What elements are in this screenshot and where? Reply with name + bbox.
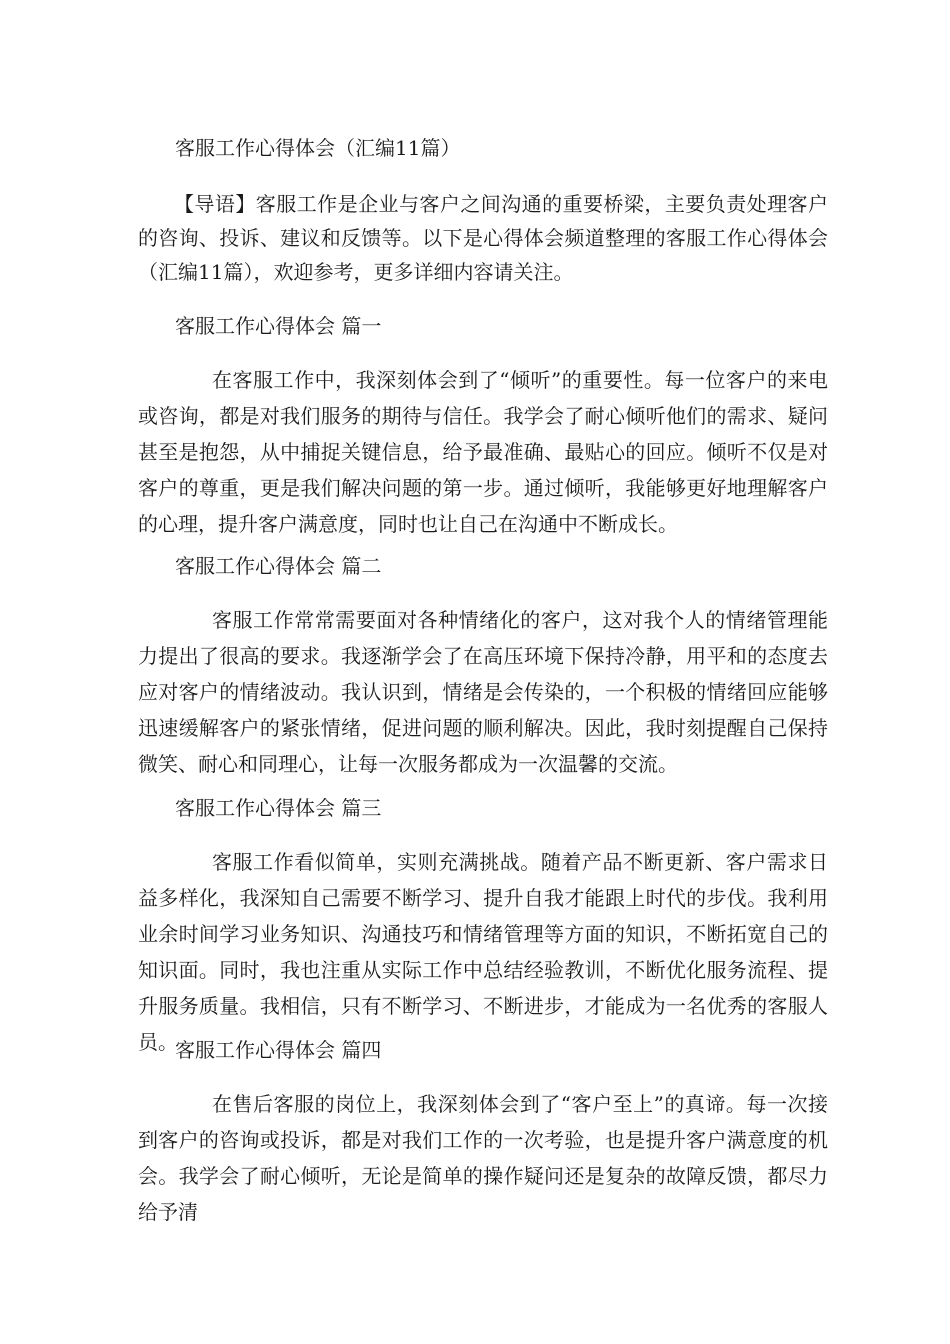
section-body-3: 客服工作看似简单，实则充满挑战。随着产品不断更新、客户需求日益多样化，我深知自己需要不断学习、提升自我才能跟上时代的步伐。我利用业余时间学习业务知识、沟通技巧和情绪管理等方面的知识，不断拓宽自己的知识面。同时，我也注重从实际工作中总结经验教训，不断优化服务流程、提升服务质量。我相信，只有不断学习、不断进步，才能成为一名优秀的客服人员。: [138, 850, 828, 1054]
section-body-2: 客服工作常常需要面对各种情绪化的客户，这对我个人的情绪管理能力提出了很高的要求。我逐渐学会了在高压环境下保持冷静，用平和的态度去应对客户的情绪波动。我认识到，情绪是会传染的，一个积极的情绪回应能够迅速缓解客户的紧张情绪，促进问题的顺利解决。因此，我时刻提醒自己保持微笑、耐心和同理心，让每一次服务都成为一次温馨的交流。: [138, 608, 828, 776]
intro-paragraph: 【导语】客服工作是企业与客户之间沟通的重要桥梁，主要负责处理客户的咨询、投诉、建议和反馈等。以下是心得体会频道整理的客服工作心得体会（汇编11篇），欢迎参考，更多详细内容请关注。: [138, 192, 828, 284]
section-body-1: 在客服工作中，我深刻体会到了“倾听”的重要性。每一位客户的来电或咨询，都是对我们服务的期待与信任。我学会了耐心倾听他们的需求、疑问甚至是抱怨，从中捕捉关键信息，给予最准确、最贴心的回应。倾听不仅是对客户的尊重，更是我们解决问题的第一步。通过倾听，我能够更好地理解客户的心理，提升客户满意度，同时也让自己在沟通中不断成长。: [138, 368, 828, 536]
section-heading-1: 客服工作心得体会 篇一: [175, 314, 382, 338]
section-heading-2: 客服工作心得体会 篇二: [175, 554, 382, 578]
section-body-4: 在售后客服的岗位上，我深刻体会到了“客户至上”的真谛。每一次接到客户的咨询或投诉，都是对我们工作的一次考验，也是提升客户满意度的机会。我学会了耐心倾听，无论是简单的操作疑问还是复杂的故障反馈，都尽力给予清: [138, 1092, 828, 1224]
section-heading-3: 客服工作心得体会 篇三: [175, 796, 382, 820]
document-title: 客服工作心得体会（汇编11篇）: [175, 136, 461, 160]
section-heading-4: 客服工作心得体会 篇四: [175, 1038, 382, 1062]
